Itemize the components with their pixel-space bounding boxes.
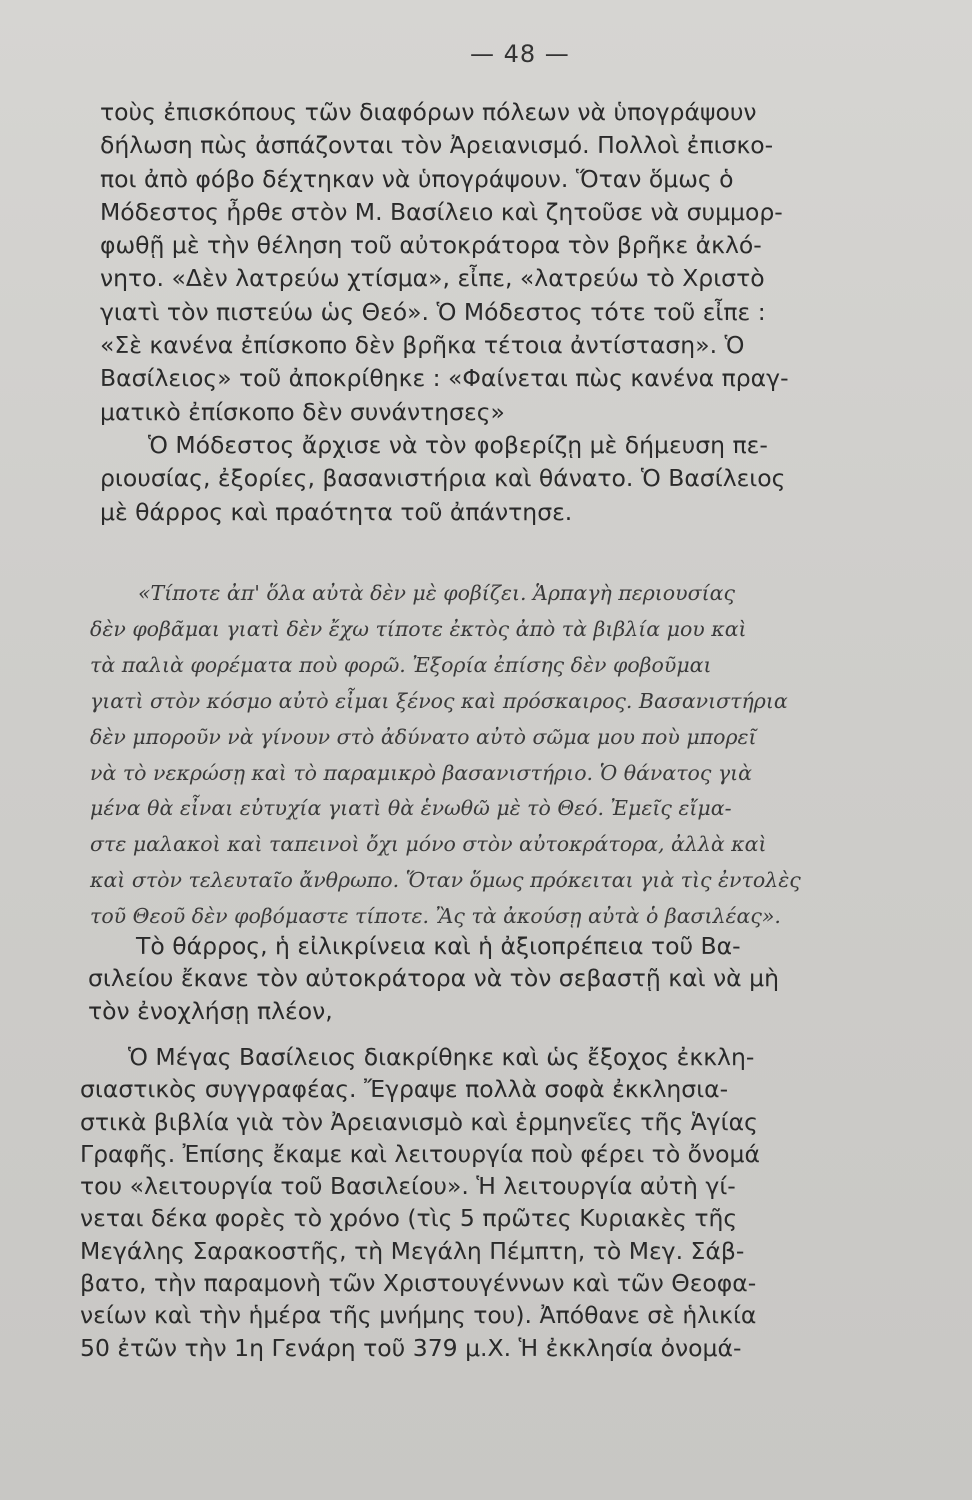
quote-line: δὲν φοβᾶμαι γιατὶ δὲν ἔχω τίποτε ἐκτὸς ἀπὸ τὰ βιβλία μου καὶ bbox=[90, 616, 747, 641]
text-line: σιλείου ἔκανε τὸν αὐτοκράτορα νὰ τὸν σεβαστῇ καὶ νὰ μὴ bbox=[88, 964, 779, 993]
text-line: Βασίλειος» τοῦ ἀποκρίθηκε : «Φαίνεται πὼς κανένα πραγ- bbox=[100, 364, 789, 393]
text-line: τοὺς ἐπισκόπους τῶν διαφόρων πόλεων νὰ ὑπογράψουν bbox=[100, 98, 757, 126]
text-line: ποι ἀπὸ φόβο δέχτηκαν νὰ ὑπογράψουν. Ὅταν ὅμως ὁ bbox=[100, 164, 734, 193]
text-line: Γραφῆς. Ἐπίσης ἔκαμε καὶ λειτουργία ποὺ φέρει τὸ ὄνομά bbox=[80, 1139, 760, 1168]
text-line: ματικὸ ἐπίσκοπο δὲν συνάντησες» bbox=[100, 397, 505, 426]
paragraph-3 bbox=[88, 930, 903, 1027]
quote-line: νὰ τὸ νεκρώσῃ καὶ τὸ παραμικρὸ βασανιστήριο. Ὁ θάνατος γιὰ bbox=[90, 760, 753, 785]
text-line: ριουσίας, ἐξορίες, βασανιστήρια καὶ θάνατο. Ὁ Βασίλειος bbox=[100, 464, 786, 493]
paragraph-1 bbox=[100, 96, 910, 529]
text-line: σιαστικὸς συγγραφέας. Ἔγραψε πολλὰ σοφὰ ἐκκλησια- bbox=[80, 1075, 729, 1104]
text-line: νητο. «Δὲν λατρεύω χτίσμα», εἶπε, «λατρεύω τὸ Χριστὸ bbox=[100, 264, 765, 293]
text-line: Τὸ θάρρος, ἡ εἰλικρίνεια καὶ ἡ ἀξιοπρέπεια τοῦ Βα- bbox=[136, 932, 741, 960]
text-line: «Σὲ κανένα ἐπίσκοπο δὲν βρῆκα τέτοια ἀντίσταση». Ὁ bbox=[100, 331, 745, 360]
text-line: 50 ἐτῶν τὴν 1η Γενάρη τοῦ 379 μ.Χ. Ἡ ἐκκλησία ὀνομά- bbox=[80, 1333, 742, 1362]
quote-line: τὰ παλιὰ φορέματα ποὺ φορῶ. Ἐξορία ἐπίσης δὲν φοβοῦμαι bbox=[90, 652, 712, 677]
page-number: — 48 — bbox=[470, 40, 570, 68]
quote-line: τοῦ Θεοῦ δὲν φοβόμαστε τίποτε. Ἂς τὰ ἀκούσῃ αὐτὰ ὁ βασιλέας». bbox=[90, 904, 781, 929]
text-line: στικὰ βιβλία γιὰ τὸν Ἀρειανισμὸ καὶ ἑρμηνεῖες τῆς Ἁγίας bbox=[80, 1107, 758, 1136]
quote-line: καὶ στὸν τελευταῖο ἄνθρωπο. Ὅταν ὅμως πρόκειται γιὰ τὶς ἐντολὲς bbox=[90, 868, 801, 893]
text-line: γιατὶ τὸν πιστεύω ὡς Θεό». Ὁ Μόδεστος τότε τοῦ εἶπε : bbox=[100, 297, 766, 326]
text-line: Ὁ Μέγας Βασίλειος διακρίθηκε καὶ ὡς ἔξοχος ἐκκλη- bbox=[128, 1043, 755, 1071]
paragraph-4 bbox=[80, 1041, 900, 1364]
text-line: βατο, τὴν παραμονὴ τῶν Χριστουγέννων καὶ τῶν Θεοφα- bbox=[80, 1269, 757, 1298]
quotation-block bbox=[90, 576, 905, 935]
text-line: Μεγάλης Σαρακοστῆς, τὴ Μεγάλη Πέμπτη, τὸ Μεγ. Σάβ- bbox=[80, 1236, 745, 1265]
text-line: νεται δέκα φορὲς τὸ χρόνο (τὶς 5 πρῶτες Κυριακὲς τῆς bbox=[80, 1204, 738, 1233]
quote-line: «Τίποτε ἀπ' ὅλα αὐτὰ δὲν μὲ φοβίζει. Ἁρπαγὴ περιουσίας bbox=[138, 581, 735, 605]
text-line: μὲ θάρρος καὶ πραότητα τοῦ ἀπάντησε. bbox=[100, 497, 573, 526]
text-line: του «λειτουργία τοῦ Βασιλείου». Ἡ λειτουργία αὐτὴ γί- bbox=[80, 1172, 736, 1201]
text-line: νείων καὶ τὴν ἡμέρα τῆς μνήμης του). Ἀπόθανε σὲ ἡλικία bbox=[80, 1301, 757, 1330]
text-line: Ὁ Μόδεστος ἄρχισε νὰ τὸν φοβερίζῃ μὲ δήμευση πε- bbox=[148, 430, 768, 459]
text-line: τὸν ἐνοχλήσῃ πλέον, bbox=[88, 996, 333, 1025]
quote-line: δὲν μποροῦν νὰ γίνουν στὸ ἀδύνατο αὐτὸ σῶμα μου ποὺ μπορεῖ bbox=[90, 724, 757, 749]
text-line: φωθῇ μὲ τὴν θέληση τοῦ αὐτοκράτορα τὸν βρῆκε ἀκλό- bbox=[100, 231, 762, 260]
quote-line: στε μαλακοὶ καὶ ταπεινοὶ ὄχι μόνο στὸν αὐτοκράτορα, ἀλλὰ καὶ bbox=[90, 832, 767, 857]
quote-line: μένα θὰ εἶναι εὐτυχία γιατὶ θὰ ἑνωθῶ μὲ τὸ Θεό. Ἐμεῖς εἴμα- bbox=[90, 796, 732, 821]
text-line: δήλωση πὼς ἀσπάζονται τὸν Ἀρειανισμό. Πολλοὶ ἐπισκο- bbox=[100, 131, 774, 160]
text-line: Μόδεστος ἦρθε στὸν Μ. Βασίλειο καὶ ζητοῦσε νὰ συμμορ- bbox=[100, 197, 783, 226]
quote-line: γιατὶ στὸν κόσμο αὐτὸ εἶμαι ξένος καὶ πρόσκαιρος. Βασανιστήρια bbox=[90, 688, 788, 713]
